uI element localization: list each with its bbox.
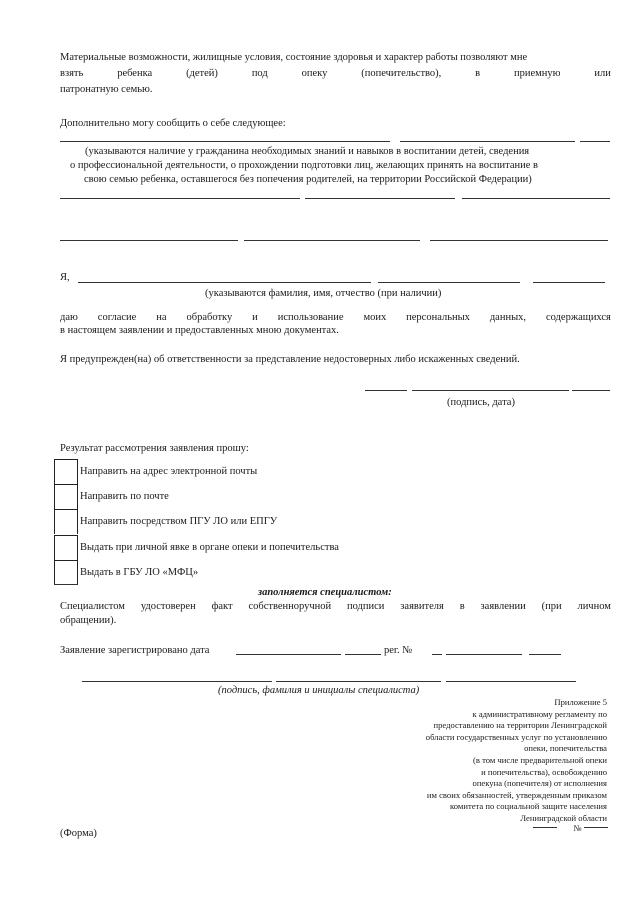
reg-blank-b[interactable] (446, 654, 522, 655)
appendix-block (426, 697, 607, 825)
additional-blank-2b[interactable] (305, 198, 455, 199)
additional-blank-2a[interactable] (60, 198, 300, 199)
result-option-checkbox[interactable] (54, 509, 78, 534)
consent-line1-word: персональных (406, 312, 470, 323)
para1-line2-word: взять (60, 68, 84, 79)
specialist-signature-hint: (подпись, фамилия и инициалы специалиста) (218, 685, 420, 696)
signature-blank-c[interactable] (572, 390, 610, 391)
ya-label: Я, (60, 272, 70, 283)
consent-line1-word: обработку (186, 312, 233, 323)
specialist-sign-blank-b[interactable] (276, 681, 441, 682)
signature-hint: (подпись, дата) (447, 397, 515, 408)
warning-text: Я предупрежден(на) об ответственности за представление недостоверных либо искаженных сведений. (60, 354, 520, 365)
specialist-line1-word: удостоверен (140, 601, 196, 612)
specialist-line1 (60, 600, 611, 613)
para1-line2-word: или (594, 68, 611, 79)
date-blank-a[interactable] (236, 654, 341, 655)
para1-line2 (60, 67, 611, 80)
form-label: (Форма) (60, 828, 97, 839)
additional-hint-line3: свою семью ребенка, оставшегося без попечения родителей, на территории Российской Федерации) (84, 174, 532, 185)
result-option-label: Направить по почте (80, 491, 169, 502)
consent-line1-word: и (252, 312, 258, 323)
additional-hint-line2: о профессиональной деятельности, о прохождении подготовки лиц, желающих принять на воспитание в (70, 160, 538, 171)
appendix-number-label: № (573, 823, 582, 833)
appendix-number-line (508, 823, 608, 835)
appendix-line: области государственных услуг по установлению (425, 731, 607, 742)
appendix-number-blank[interactable] (584, 827, 608, 828)
result-option-checkbox[interactable] (54, 535, 78, 560)
reg-blank-a[interactable] (432, 654, 442, 655)
result-option-checkbox[interactable] (54, 459, 78, 484)
name-blank-c[interactable] (533, 282, 605, 283)
appendix-line: Приложение 5 (554, 697, 607, 707)
appendix-line: к административному регламенту по (472, 708, 607, 719)
para1-line2-word: (детей) (186, 68, 218, 79)
result-option-label: Выдать в ГБУ ЛО «МФЦ» (80, 567, 199, 578)
additional-blank-3b[interactable] (244, 240, 420, 241)
specialist-line1-word: заявителя (400, 601, 444, 612)
result-label: Результат рассмотрения заявления прошу: (60, 443, 249, 454)
specialist-sign-blank-c[interactable] (446, 681, 576, 682)
consent-line1-word: моих (363, 312, 387, 323)
consent-line2: в настоящем заявлении и предоставленных мною документах. (60, 325, 339, 336)
result-option-checkbox[interactable] (54, 560, 78, 585)
additional-blank-2c[interactable] (462, 198, 610, 199)
para1-line2-word: ребенка (117, 68, 153, 79)
appendix-line: им своих обязанностей, утвержденным приказом (426, 789, 607, 800)
consent-line1-word: содержащихся (545, 312, 611, 323)
specialist-sign-blank-a[interactable] (82, 681, 272, 682)
appendix-line: опекуна (попечителя) от исполнения (472, 778, 607, 789)
specialist-line1-word: факт (211, 601, 233, 612)
name-blank-b[interactable] (378, 282, 520, 283)
checkbox-bottom-border (54, 584, 78, 585)
specialist-heading: заполняется специалистом: (258, 587, 392, 598)
signature-blank-b[interactable] (412, 390, 569, 391)
specialist-line1-word: собственноручной (248, 601, 332, 612)
specialist-line1-word: (при (541, 601, 562, 612)
reg-label: рег. № (384, 645, 413, 656)
appendix-line: предоставлению на территории Ленинградской (433, 720, 607, 731)
result-option-checkbox[interactable] (54, 484, 78, 509)
appendix-line: опеки, попечительства (524, 743, 607, 754)
consent-line1-word: согласие (97, 312, 137, 323)
para1-line3: патронатную семью. (60, 84, 153, 95)
para1-line2-word: приемную (514, 68, 561, 79)
result-option-label: Выдать при личной явке в органе опеки и попечительства (80, 542, 339, 553)
additional-blank-3c[interactable] (430, 240, 608, 241)
additional-hint-line1: (указываются наличие у гражданина необходимых знаний и навыков в воспитании детей, сведения (85, 146, 530, 157)
consent-line1-word: даю (60, 312, 78, 323)
specialist-line1-word: подписи (346, 601, 385, 612)
registered-label: Заявление зарегистрировано дата (60, 645, 210, 656)
specialist-line2: обращении). (60, 615, 117, 626)
result-option-label: Направить на адрес электронной почты (80, 466, 258, 477)
para1-line2-word: под (251, 68, 268, 79)
appendix-line: комитета по социальной защите населения (450, 801, 607, 812)
appendix-line: (в том числе предварительной опеки (473, 754, 607, 765)
para1-line1: Материальные возможности, жилищные условия, состояние здоровья и характер работы позволяют мне (60, 52, 528, 63)
additional-blank-1b[interactable] (400, 141, 575, 142)
additional-blank-1c[interactable] (580, 141, 610, 142)
additional-blank-3a[interactable] (60, 240, 238, 241)
date-blank-b[interactable] (345, 654, 381, 655)
appendix-line: Ленинградской области (520, 812, 607, 823)
name-hint: (указываются фамилия, имя, отчество (при наличии) (205, 288, 442, 299)
appendix-date-blank[interactable] (533, 827, 557, 828)
name-blank-a[interactable] (78, 282, 371, 283)
appendix-line: и попечительства), освобождению (481, 766, 607, 777)
consent-line1-word: использование (277, 312, 344, 323)
consent-line1-word: на (156, 312, 167, 323)
specialist-line1-word: личном (577, 601, 611, 612)
reg-blank-c[interactable] (529, 654, 561, 655)
signature-blank-a[interactable] (365, 390, 407, 391)
specialist-line1-word: в (459, 601, 465, 612)
para1-line2-word: (попечительство), (361, 68, 442, 79)
para1-line2-word: в (475, 68, 481, 79)
specialist-line1-word: Специалистом (60, 601, 125, 612)
additional-label: Дополнительно могу сообщить о себе следующее: (60, 118, 286, 129)
specialist-line1-word: заявлении (480, 601, 526, 612)
para1-line2-word: опеку (301, 68, 328, 79)
result-option-label: Направить посредством ПГУ ЛО или ЕПГУ (80, 516, 278, 527)
consent-line1-word: данных, (489, 312, 527, 323)
consent-line1 (60, 311, 611, 324)
additional-blank-1a[interactable] (60, 141, 390, 142)
